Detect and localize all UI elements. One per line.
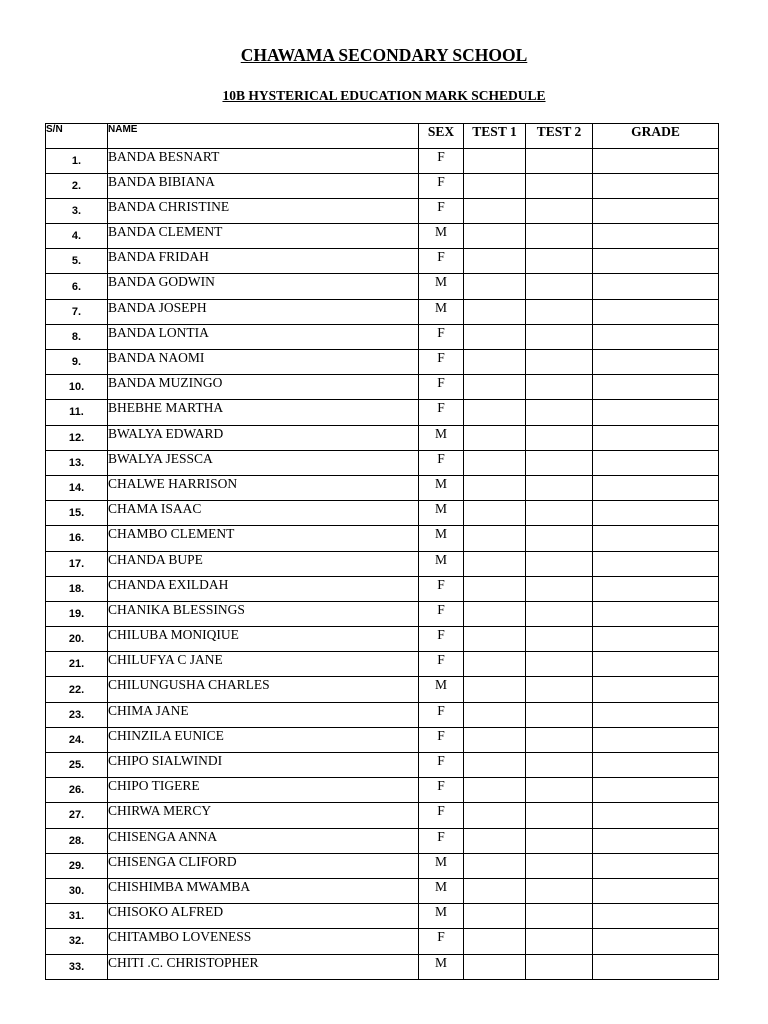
row-sn: 19.	[46, 601, 108, 626]
table-row	[46, 576, 719, 601]
row-test1	[464, 702, 526, 727]
row-sex: M	[419, 526, 464, 551]
row-sn: 24.	[46, 727, 108, 752]
row-test2	[526, 954, 593, 979]
row-test1	[464, 148, 526, 173]
table-row	[46, 148, 719, 173]
row-name: CHILUBA MONIQIUE	[108, 627, 419, 652]
row-sex: F	[419, 198, 464, 223]
row-test1	[464, 375, 526, 400]
row-sex: M	[419, 501, 464, 526]
table-row	[46, 803, 719, 828]
row-name: BWALYA EDWARD	[108, 425, 419, 450]
row-test1	[464, 501, 526, 526]
row-sex: F	[419, 753, 464, 778]
row-sn: 15.	[46, 501, 108, 526]
row-name: CHANDA EXILDAH	[108, 576, 419, 601]
table-row	[46, 173, 719, 198]
row-test2	[526, 803, 593, 828]
header-row	[46, 124, 719, 149]
row-grade	[593, 400, 719, 425]
row-test1	[464, 173, 526, 198]
row-test1	[464, 677, 526, 702]
row-sex: M	[419, 425, 464, 450]
table-row	[46, 954, 719, 979]
row-test1	[464, 425, 526, 450]
row-test2	[526, 778, 593, 803]
table-row	[46, 475, 719, 500]
table-row	[46, 299, 719, 324]
row-name: CHANIKA BLESSINGS	[108, 601, 419, 626]
row-sex: F	[419, 173, 464, 198]
header-grade: GRADE	[593, 124, 719, 149]
row-test2	[526, 652, 593, 677]
row-name: CHAMA ISAAC	[108, 501, 419, 526]
row-test2	[526, 627, 593, 652]
row-name: CHIPO TIGERE	[108, 778, 419, 803]
row-grade	[593, 677, 719, 702]
table-row	[46, 224, 719, 249]
row-name: BANDA FRIDAH	[108, 249, 419, 274]
row-name: CHINZILA EUNICE	[108, 727, 419, 752]
row-name: CHISENGA ANNA	[108, 828, 419, 853]
row-sn: 31.	[46, 904, 108, 929]
row-sn: 23.	[46, 702, 108, 727]
row-test1	[464, 450, 526, 475]
row-sex: M	[419, 224, 464, 249]
table-row	[46, 878, 719, 903]
row-grade	[593, 173, 719, 198]
row-name: CHAMBO CLEMENT	[108, 526, 419, 551]
row-grade	[593, 526, 719, 551]
header-name: NAME	[108, 124, 419, 149]
row-grade	[593, 274, 719, 299]
table-row	[46, 375, 719, 400]
row-test2	[526, 475, 593, 500]
row-test1	[464, 249, 526, 274]
row-test2	[526, 551, 593, 576]
row-test2	[526, 753, 593, 778]
row-name: BANDA LONTIA	[108, 324, 419, 349]
row-name: BANDA CLEMENT	[108, 224, 419, 249]
row-grade	[593, 551, 719, 576]
table-body	[46, 148, 719, 979]
row-sn: 32.	[46, 929, 108, 954]
row-sn: 16.	[46, 526, 108, 551]
row-test2	[526, 727, 593, 752]
row-sex: F	[419, 929, 464, 954]
row-grade	[593, 853, 719, 878]
row-sex: M	[419, 677, 464, 702]
row-sex: F	[419, 450, 464, 475]
row-grade	[593, 954, 719, 979]
row-sex: F	[419, 576, 464, 601]
row-grade	[593, 224, 719, 249]
row-sn: 8.	[46, 324, 108, 349]
row-name: CHILUNGUSHA CHARLES	[108, 677, 419, 702]
row-name: CHISHIMBA MWAMBA	[108, 878, 419, 903]
row-sn: 33.	[46, 954, 108, 979]
row-sex: F	[419, 601, 464, 626]
row-test1	[464, 878, 526, 903]
row-test1	[464, 853, 526, 878]
row-test2	[526, 904, 593, 929]
row-grade	[593, 148, 719, 173]
table-row	[46, 249, 719, 274]
row-sex: F	[419, 249, 464, 274]
row-test1	[464, 324, 526, 349]
table-row	[46, 198, 719, 223]
row-grade	[593, 576, 719, 601]
row-test1	[464, 576, 526, 601]
row-sex: F	[419, 148, 464, 173]
row-sex: M	[419, 904, 464, 929]
row-sn: 21.	[46, 652, 108, 677]
row-test2	[526, 677, 593, 702]
table-row	[46, 702, 719, 727]
row-sex: F	[419, 375, 464, 400]
row-name: CHIPO SIALWINDI	[108, 753, 419, 778]
table-row	[46, 526, 719, 551]
row-test2	[526, 400, 593, 425]
row-test2	[526, 224, 593, 249]
table-row	[46, 551, 719, 576]
row-grade	[593, 828, 719, 853]
row-test2	[526, 828, 593, 853]
row-sex: M	[419, 954, 464, 979]
row-test2	[526, 601, 593, 626]
row-sex: F	[419, 727, 464, 752]
row-grade	[593, 299, 719, 324]
row-test2	[526, 929, 593, 954]
school-title: CHAWAMA SECONDARY SCHOOL	[240, 45, 528, 65]
row-name: BANDA BESNART	[108, 148, 419, 173]
row-test1	[464, 929, 526, 954]
row-test1	[464, 274, 526, 299]
row-sex: F	[419, 400, 464, 425]
row-grade	[593, 753, 719, 778]
row-name: BANDA GODWIN	[108, 274, 419, 299]
row-test1	[464, 299, 526, 324]
row-test1	[464, 904, 526, 929]
table-row	[46, 450, 719, 475]
table-row	[46, 677, 719, 702]
row-test2	[526, 249, 593, 274]
row-grade	[593, 904, 719, 929]
row-test2	[526, 878, 593, 903]
row-sn: 26.	[46, 778, 108, 803]
row-sn: 6.	[46, 274, 108, 299]
row-name: BHEBHE MARTHA	[108, 400, 419, 425]
row-sn: 9.	[46, 350, 108, 375]
row-grade	[593, 475, 719, 500]
table-row	[46, 350, 719, 375]
row-test1	[464, 475, 526, 500]
row-name: CHISENGA CLIFORD	[108, 853, 419, 878]
row-grade	[593, 324, 719, 349]
row-test2	[526, 173, 593, 198]
header-sex: SEX	[419, 124, 464, 149]
row-grade	[593, 249, 719, 274]
row-test1	[464, 224, 526, 249]
table-row	[46, 652, 719, 677]
row-grade	[593, 727, 719, 752]
row-test1	[464, 727, 526, 752]
table-row	[46, 425, 719, 450]
row-grade	[593, 627, 719, 652]
header-test1: TEST 1	[464, 124, 526, 149]
schedule-subtitle: 10B HYSTERICAL EDUCATION MARK SCHEDULE	[222, 88, 546, 103]
row-test2	[526, 198, 593, 223]
row-sn: 11.	[46, 400, 108, 425]
row-test1	[464, 400, 526, 425]
row-test2	[526, 350, 593, 375]
row-grade	[593, 803, 719, 828]
row-test1	[464, 601, 526, 626]
table-row	[46, 400, 719, 425]
row-name: CHIRWA MERCY	[108, 803, 419, 828]
table-row	[46, 501, 719, 526]
row-sn: 22.	[46, 677, 108, 702]
row-test2	[526, 299, 593, 324]
table-row	[46, 904, 719, 929]
row-sn: 17.	[46, 551, 108, 576]
row-sn: 14.	[46, 475, 108, 500]
row-sex: F	[419, 324, 464, 349]
row-name: CHALWE HARRISON	[108, 475, 419, 500]
row-sex: F	[419, 702, 464, 727]
row-sn: 25.	[46, 753, 108, 778]
row-sex: M	[419, 853, 464, 878]
row-name: BANDA MUZINGO	[108, 375, 419, 400]
row-sex: M	[419, 274, 464, 299]
row-test2	[526, 450, 593, 475]
table-row	[46, 274, 719, 299]
row-grade	[593, 450, 719, 475]
row-sn: 4.	[46, 224, 108, 249]
row-test1	[464, 803, 526, 828]
row-name: BANDA BIBIANA	[108, 173, 419, 198]
table-row	[46, 853, 719, 878]
row-name: CHANDA BUPE	[108, 551, 419, 576]
header-sn: S/N	[46, 124, 108, 149]
row-sn: 13.	[46, 450, 108, 475]
row-test1	[464, 551, 526, 576]
row-grade	[593, 350, 719, 375]
row-name: BANDA CHRISTINE	[108, 198, 419, 223]
row-grade	[593, 929, 719, 954]
row-sn: 18.	[46, 576, 108, 601]
row-name: CHISOKO ALFRED	[108, 904, 419, 929]
row-name: BWALYA JESSCA	[108, 450, 419, 475]
row-sex: F	[419, 350, 464, 375]
row-grade	[593, 878, 719, 903]
row-test1	[464, 627, 526, 652]
row-test1	[464, 526, 526, 551]
table-row	[46, 727, 719, 752]
row-sn: 1.	[46, 148, 108, 173]
table-row	[46, 753, 719, 778]
row-name: BANDA JOSEPH	[108, 299, 419, 324]
row-test2	[526, 148, 593, 173]
row-test2	[526, 576, 593, 601]
row-test2	[526, 425, 593, 450]
row-test2	[526, 702, 593, 727]
row-sn: 7.	[46, 299, 108, 324]
row-name: CHITI .C. CHRISTOPHER	[108, 954, 419, 979]
row-grade	[593, 652, 719, 677]
row-name: BANDA NAOMI	[108, 350, 419, 375]
row-sn: 20.	[46, 627, 108, 652]
row-test1	[464, 753, 526, 778]
row-test1	[464, 954, 526, 979]
row-grade	[593, 601, 719, 626]
row-test2	[526, 526, 593, 551]
row-grade	[593, 501, 719, 526]
row-sn: 12.	[46, 425, 108, 450]
header-test2: TEST 2	[526, 124, 593, 149]
row-sn: 30.	[46, 878, 108, 903]
row-test2	[526, 324, 593, 349]
row-grade	[593, 375, 719, 400]
row-test1	[464, 198, 526, 223]
row-grade	[593, 425, 719, 450]
row-sex: M	[419, 878, 464, 903]
table-row	[46, 601, 719, 626]
row-test2	[526, 375, 593, 400]
row-sex: M	[419, 475, 464, 500]
row-sn: 5.	[46, 249, 108, 274]
row-sex: F	[419, 778, 464, 803]
row-sex: F	[419, 652, 464, 677]
row-grade	[593, 702, 719, 727]
row-sn: 2.	[46, 173, 108, 198]
row-sn: 10.	[46, 375, 108, 400]
row-test2	[526, 853, 593, 878]
row-sex: F	[419, 803, 464, 828]
row-name: CHILUFYA C JANE	[108, 652, 419, 677]
row-sn: 27.	[46, 803, 108, 828]
row-test2	[526, 274, 593, 299]
row-sex: F	[419, 627, 464, 652]
row-sn: 29.	[46, 853, 108, 878]
row-test1	[464, 778, 526, 803]
row-test1	[464, 350, 526, 375]
table-row	[46, 627, 719, 652]
row-test2	[526, 501, 593, 526]
table-row	[46, 324, 719, 349]
row-grade	[593, 778, 719, 803]
row-name: CHIMA JANE	[108, 702, 419, 727]
row-test1	[464, 828, 526, 853]
row-test1	[464, 652, 526, 677]
row-sex: F	[419, 828, 464, 853]
table-row	[46, 929, 719, 954]
mark-schedule-table	[45, 123, 719, 980]
table-row	[46, 828, 719, 853]
row-sn: 28.	[46, 828, 108, 853]
row-sex: M	[419, 299, 464, 324]
row-grade	[593, 198, 719, 223]
row-name: CHITAMBO LOVENESS	[108, 929, 419, 954]
row-sex: M	[419, 551, 464, 576]
row-sn: 3.	[46, 198, 108, 223]
table-row	[46, 778, 719, 803]
